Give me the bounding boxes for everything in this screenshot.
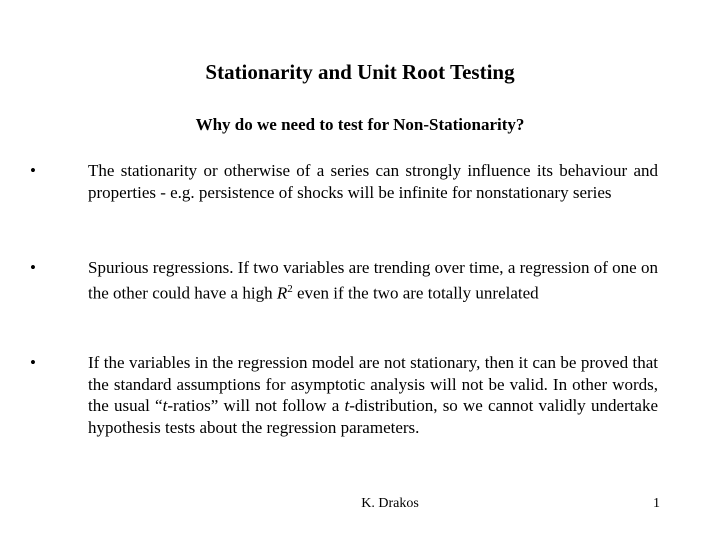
slide-subtitle: Why do we need to test for Non-Stationarity? [195,115,525,134]
bullet-text-before: If the variables in the regression model are not stationary, then it can be proved that the standard assumptions for asymptotic analysis will not be valid. In other words, the usual “ [88,353,658,415]
math-t: t [344,396,350,415]
bullet-dot-icon: • [30,353,36,372]
bullet-dot-icon: • [30,161,36,180]
bullet-item-spurious-regressions [30,257,658,304]
slide-title: Stationarity and Unit Root Testing [205,60,515,84]
bullet-text-after: even if the two are totally unrelated [292,283,539,303]
bullet-item-stationarity [30,160,658,203]
bullet-text-after: -distribution, so we cannot validly undertake hypothesis tests about the regression parameters. [88,396,659,437]
footer-author: K. Drakos [361,496,419,511]
bullet-item-asymptotic-analysis [30,352,658,438]
math-t: t [162,396,168,415]
bullet-text-middle: -ratios” will not follow a [167,396,345,415]
page-number: 1 [653,496,660,511]
bullet-text: The stationarity or otherwise of a series can strongly influence its behaviour and properties - e.g. persistence of shocks will be infinite for nonstationary series [88,161,658,202]
math-superscript: 2 [287,282,293,295]
math-r: R [276,283,288,303]
bullet-dot-icon: • [30,258,36,277]
bullet-text-before: Spurious regressions. If two variables are trending over time, a regression of one on the other could have a high [88,258,658,303]
